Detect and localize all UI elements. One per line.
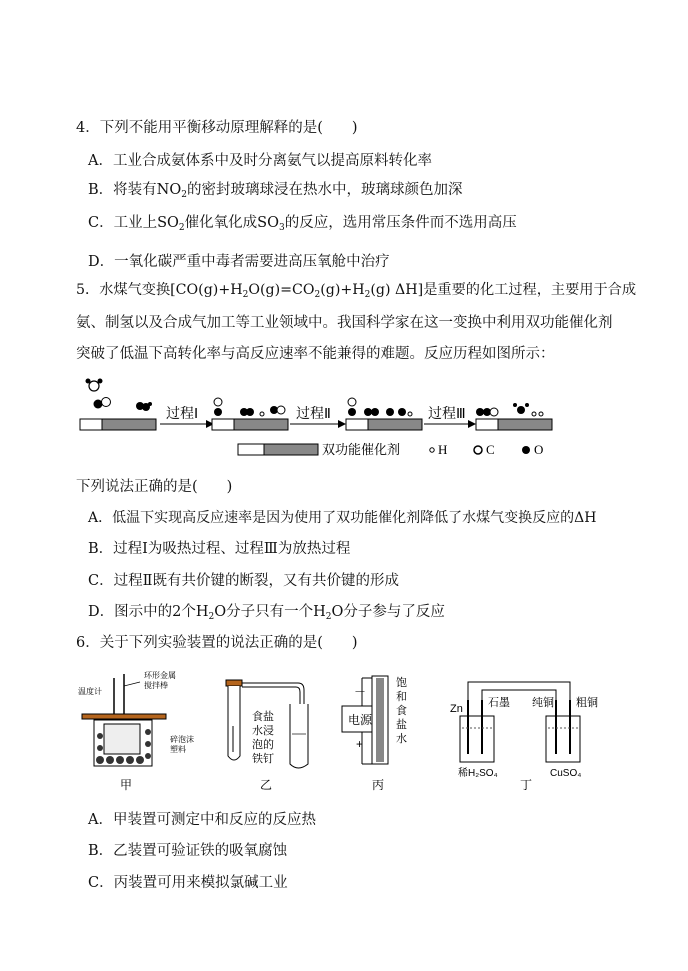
legend-catalyst-label: 双功能催化剂 [322, 442, 401, 457]
svg-text:环形金属: 环形金属 [144, 671, 176, 680]
q5-option-c: C．过程Ⅱ既有共价键的断裂，又有共价键的形成 [88, 573, 399, 589]
svg-text:CuSO₄: CuSO₄ [550, 768, 582, 779]
legend-c-label: C [486, 442, 495, 457]
apparatus-jia [78, 670, 194, 792]
svg-text:石墨: 石墨 [488, 697, 510, 709]
svg-text:温度计: 温度计 [78, 687, 102, 696]
caption-yi: 乙 [260, 778, 273, 792]
legend-c-icon [474, 446, 482, 454]
caption-jia: 甲 [120, 778, 133, 792]
svg-text:+: + [356, 737, 364, 751]
legend-catalyst-swatch [238, 444, 264, 455]
svg-text:纯铜: 纯铜 [532, 697, 554, 709]
q6-option-b: B．乙装置可验证铁的吸氧腐蚀 [88, 843, 288, 859]
svg-text:搅拌棒: 搅拌棒 [144, 681, 168, 690]
q5-option-d: D．图示中的2个$H_2O$分子只有一个$H_2O$分子参与了反应 [88, 604, 445, 622]
apparatus-bing [342, 675, 407, 792]
step-1-label: 过程Ⅰ [166, 407, 199, 422]
svg-text:粗铜: 粗铜 [576, 697, 598, 709]
legend-h-icon [430, 448, 434, 452]
q5-stem-line2: 氨、制氢以及合成气加工等工业领域中。我国科学家在这一变换中利用双功能催化剂 [76, 315, 613, 331]
reaction-pathway-figure [76, 372, 556, 464]
svg-text:－: － [354, 685, 367, 699]
catalyst-bar-1-gray [102, 419, 156, 430]
svg-text:和: 和 [396, 691, 407, 703]
caption-ding: 丁 [520, 778, 533, 792]
q4-option-b: B．将装有$NO_2$的密封玻璃球浸在热水中，玻璃球颜色加深 [88, 182, 463, 200]
arrow-3-icon [468, 420, 476, 428]
q4-option-a: A．工业合成氨体系中及时分离氨气以提高原料转化率 [88, 153, 432, 169]
q4-option-d: D．一氧化碳严重中毒者需要进高压氧舱中治疗 [88, 254, 390, 270]
svg-text:食: 食 [396, 705, 407, 717]
svg-text:盐: 盐 [396, 719, 407, 731]
svg-text:水: 水 [396, 733, 407, 745]
svg-text:水浸: 水浸 [252, 725, 274, 737]
svg-text:泡的: 泡的 [252, 739, 274, 751]
q5-prompt: 下列说法正确的是( ) [76, 479, 233, 495]
step-2-label: 过程Ⅱ [296, 407, 331, 422]
apparatus-ding [450, 682, 598, 792]
svg-text:饱: 饱 [396, 677, 407, 689]
svg-text:塑料: 塑料 [170, 745, 186, 754]
q6-stem: 6．关于下列实验装置的说法正确的是( ) [76, 635, 358, 651]
q5-stem-line1: 5．水煤气变换[$CO(g)+H_2O(g)=CO_2(g)+H_2(g)$ ΔH]是重要的化工过程，主要用于合成 [76, 282, 637, 300]
co-molecule-icon [94, 398, 153, 412]
svg-text:食盐: 食盐 [252, 711, 274, 723]
svg-text:铁钉: 铁钉 [252, 753, 274, 765]
svg-text:碎泡沫: 碎泡沫 [170, 735, 194, 744]
apparatus-yi [226, 680, 308, 792]
q5-option-a: A．低温下实现高反应速率是因为使用了双功能催化剂降低了水煤气变换反应的ΔH [88, 510, 597, 526]
q5-option-b: B．过程Ⅰ为吸热过程、过程Ⅲ为放热过程 [88, 541, 351, 557]
legend-o-label: O [534, 442, 544, 457]
arrow-2-icon [338, 420, 346, 428]
q6-option-a: A．甲装置可测定中和反应的反应热 [88, 812, 316, 828]
svg-text:稀H₂SO₄: 稀H₂SO₄ [458, 768, 498, 779]
catalyst-bar-1-white [80, 419, 102, 430]
legend-h-label: H [438, 442, 448, 457]
water-molecule-icon [86, 379, 103, 392]
svg-text:Zn: Zn [450, 703, 463, 715]
q6-option-c: C．丙装置可用来模拟氯碱工业 [88, 875, 288, 891]
legend-o-icon [522, 446, 530, 454]
q4-stem: 4．下列不能用平衡移动原理解释的是( ) [76, 120, 358, 136]
caption-bing: 丙 [372, 778, 385, 792]
step-3-label: 过程Ⅲ [428, 407, 466, 422]
q5-stem-line3: 突破了低温下高转化率与高反应速率不能兼得的难题。反应历程如图所示： [76, 346, 555, 362]
apparatus-figure [74, 664, 614, 794]
q4-option-c: C．工业上$SO_2$催化氧化成$SO_3$的反应，选用常压条件而不选用高压 [88, 215, 517, 233]
svg-text:电源: 电源 [348, 713, 373, 727]
